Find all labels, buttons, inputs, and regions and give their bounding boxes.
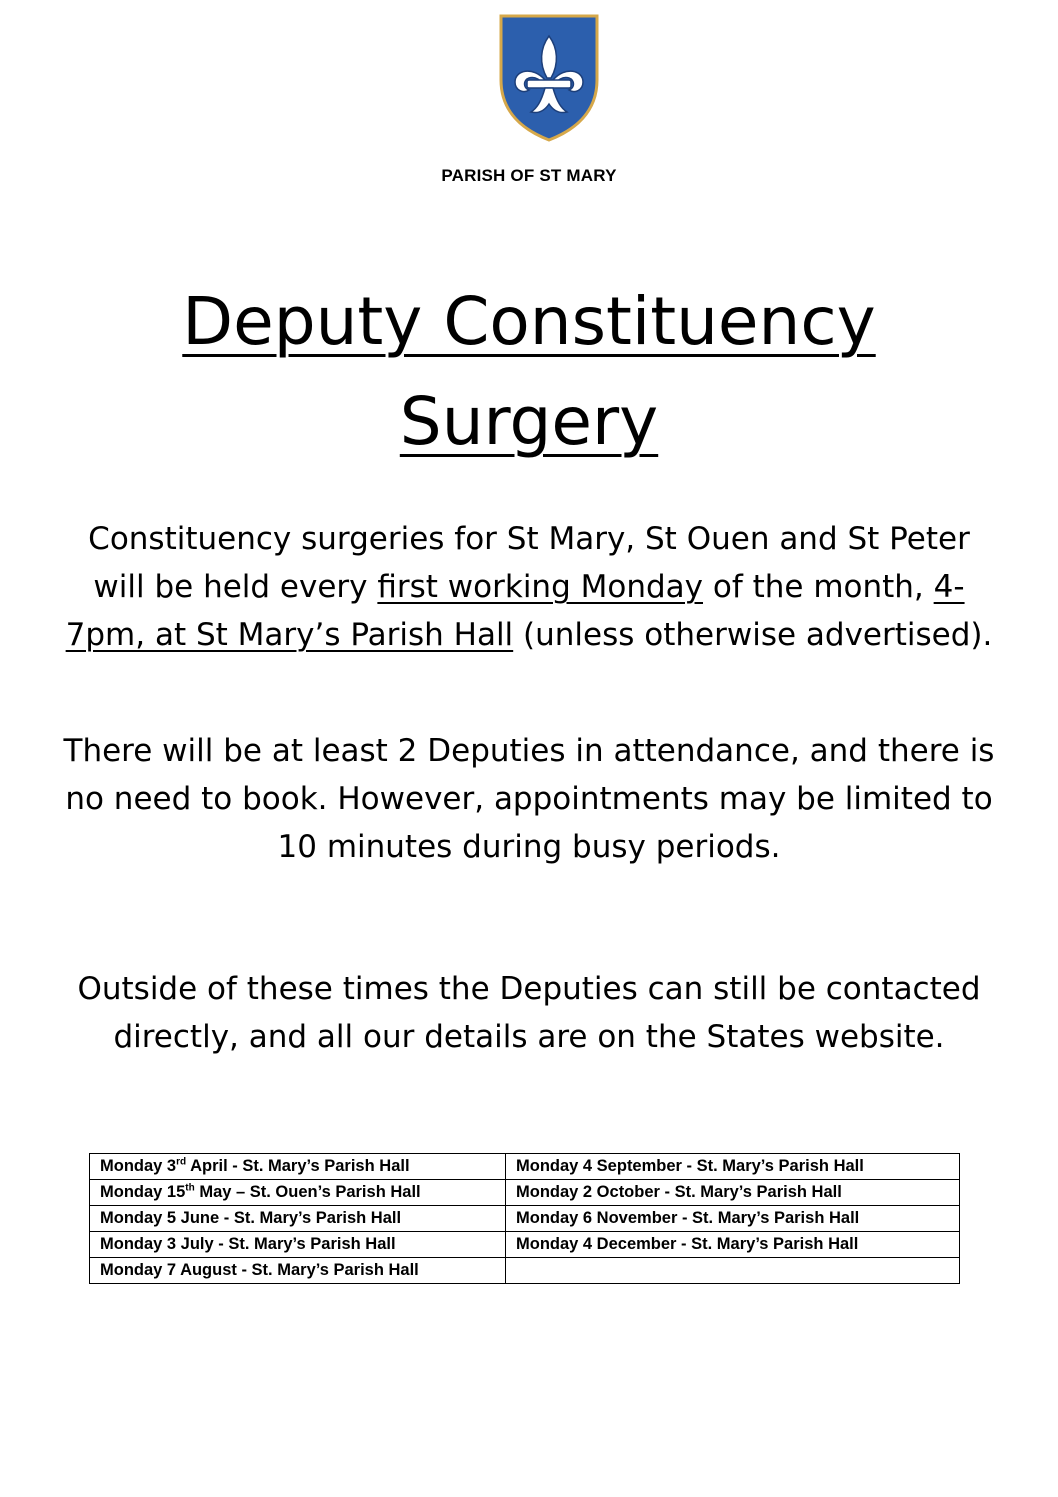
table-row (90, 1232, 960, 1258)
surgery-info-paragraph (60, 515, 998, 659)
contact-paragraph: Outside of these times the Deputies can still be contacted directly, and all our details are on the States website. (77, 971, 981, 1055)
schedule-cell-empty (506, 1258, 960, 1284)
schedule-cell: Monday 3 July - St. Mary’s Parish Hall (90, 1232, 506, 1258)
fleur-de-lis-shield-icon (497, 14, 601, 142)
time-location-text: 4-7pm, at St Mary’s Parish Hall (65, 569, 965, 653)
title-line-1: Deputy Constituency (182, 283, 876, 360)
schedule-cell: Monday 2 October - St. Mary’s Parish Hall (506, 1180, 960, 1206)
schedule-cell: Monday 3rd April - St. Mary’s Parish Hall (90, 1154, 506, 1180)
table-row (90, 1180, 960, 1206)
schedule-cell: Monday 15th May – St. Ouen’s Parish Hall (90, 1180, 506, 1206)
p1-text-post: (unless otherwise advertised). (513, 617, 993, 653)
table-row (90, 1154, 960, 1180)
schedule-cell: Monday 7 August - St. Mary’s Parish Hall (90, 1258, 506, 1284)
table-row (90, 1206, 960, 1232)
schedule-cell: Monday 4 September - St. Mary’s Parish Hall (506, 1154, 960, 1180)
schedule-cell: Monday 4 December - St. Mary’s Parish Hall (506, 1232, 960, 1258)
attendance-paragraph: There will be at least 2 Deputies in attendance, and there is no need to book. However, appointments may be limited to 10 minutes during busy periods. (63, 733, 995, 865)
schedule-cell: Monday 5 June - St. Mary’s Parish Hall (90, 1206, 506, 1232)
table-row (90, 1258, 960, 1284)
schedule-table (89, 1153, 960, 1284)
title-line-2: Surgery (399, 383, 659, 460)
first-working-monday-text: first working Monday (377, 569, 703, 605)
parish-name: PARISH OF ST MARY (441, 166, 617, 185)
schedule-cell: Monday 6 November - St. Mary’s Parish Hall (506, 1206, 960, 1232)
p1-text-mid: of the month, (703, 569, 934, 605)
page-title (0, 272, 1058, 472)
p1-text-pre: Constituency surgeries for St Mary, St Ouen and St Peter will be held every (88, 521, 970, 605)
